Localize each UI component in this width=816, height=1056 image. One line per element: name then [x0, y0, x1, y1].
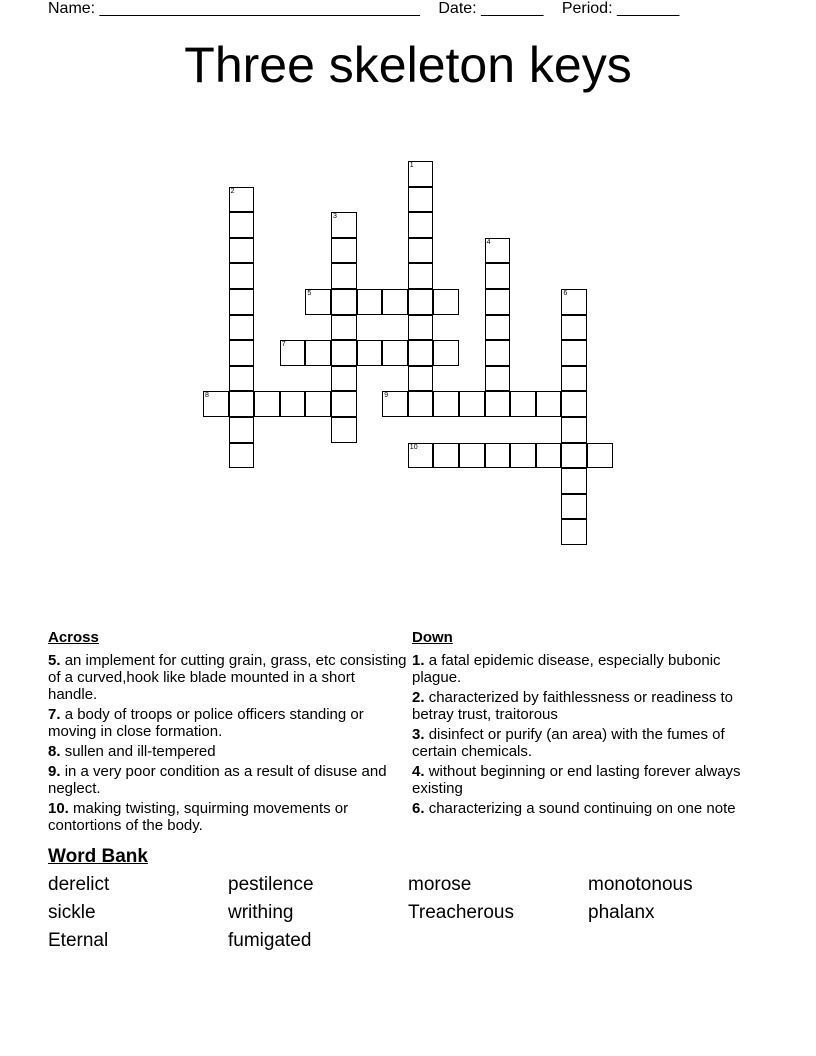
- page-title: Three skeleton keys: [184, 37, 632, 93]
- cell-number: 10: [409, 443, 418, 451]
- across-clues: [48, 629, 408, 837]
- period-field[interactable]: Period: _______: [561, 0, 680, 17]
- cell-number: 6: [563, 290, 568, 297]
- word-bank-heading: Word Bank: [48, 846, 148, 867]
- grid-cell[interactable]: [433, 443, 459, 469]
- grid-cell[interactable]: [331, 212, 357, 238]
- clue-down-3: 3. disinfect or purify (an area) with the fumes of certain chemicals.: [412, 726, 725, 760]
- grid-cell[interactable]: [229, 289, 255, 315]
- grid-cell[interactable]: [408, 366, 434, 392]
- grid-cell[interactable]: [229, 366, 255, 392]
- grid-cell[interactable]: [229, 391, 255, 417]
- grid-cell[interactable]: [510, 391, 536, 417]
- grid-cell[interactable]: [433, 340, 459, 366]
- grid-cell[interactable]: [280, 340, 306, 366]
- grid-cell[interactable]: [408, 187, 434, 213]
- across-heading: Across: [48, 629, 99, 646]
- grid-cell[interactable]: [229, 417, 255, 443]
- word-bank-item: derelict: [48, 874, 110, 895]
- grid-cell[interactable]: [229, 315, 255, 341]
- cell-number: 7: [281, 341, 286, 349]
- grid-cell[interactable]: [561, 340, 587, 366]
- grid-cell[interactable]: [331, 289, 357, 315]
- grid-cell[interactable]: [561, 366, 587, 392]
- grid-cell[interactable]: [331, 340, 357, 366]
- grid-cell[interactable]: [229, 340, 255, 366]
- grid-cell[interactable]: [229, 238, 255, 264]
- word-bank-item: writhing: [228, 902, 294, 923]
- grid-cell[interactable]: [485, 391, 511, 417]
- word-bank-item: pestilence: [228, 874, 314, 895]
- grid-cell[interactable]: [510, 443, 536, 469]
- word-bank-item: Treacherous: [408, 902, 514, 923]
- clue-across-10: 10. making twisting, squirming movements or contortions of the body.: [48, 800, 349, 834]
- grid-cell[interactable]: [408, 263, 434, 289]
- clue-across-7: 7. a body of troops or police officers standing or moving in close formation.: [48, 706, 364, 740]
- cell-number: 1: [409, 162, 414, 169]
- grid-cell[interactable]: [229, 187, 255, 213]
- grid-cell[interactable]: [485, 263, 511, 289]
- grid-cell[interactable]: [408, 212, 434, 238]
- down-clues: [412, 629, 762, 820]
- grid-cell[interactable]: [536, 443, 562, 469]
- clue-across-9: 9. in a very poor condition as a result of disuse and neglect.: [48, 763, 387, 797]
- grid-cell[interactable]: [331, 263, 357, 289]
- name-field[interactable]: Name: ____________________________________: [48, 0, 420, 17]
- grid-cell[interactable]: [561, 391, 587, 417]
- grid-cell[interactable]: [433, 391, 459, 417]
- clue-down-6: 6. characterizing a sound continuing on one note: [412, 800, 736, 817]
- grid-cell[interactable]: [485, 289, 511, 315]
- grid-cell[interactable]: [408, 238, 434, 264]
- grid-cell[interactable]: [408, 315, 434, 341]
- grid-cell[interactable]: [561, 315, 587, 341]
- grid-cell[interactable]: [331, 315, 357, 341]
- grid-cell[interactable]: [357, 340, 383, 366]
- word-bank: [48, 874, 768, 952]
- grid-cell[interactable]: [485, 443, 511, 469]
- grid-cell[interactable]: [382, 391, 408, 417]
- grid-cell[interactable]: [357, 289, 383, 315]
- grid-cell[interactable]: [536, 391, 562, 417]
- grid-cell[interactable]: [229, 443, 255, 469]
- grid-cell[interactable]: [459, 391, 485, 417]
- cell-number: 2: [230, 187, 235, 195]
- grid-cell[interactable]: [433, 289, 459, 315]
- grid-cell[interactable]: [305, 391, 331, 417]
- grid-cell[interactable]: [561, 519, 587, 545]
- cell-number: 8: [205, 392, 209, 400]
- grid-cell[interactable]: [229, 263, 255, 289]
- grid-cell[interactable]: [331, 417, 357, 443]
- grid-cell[interactable]: [229, 212, 255, 238]
- grid-cell[interactable]: [408, 161, 434, 187]
- word-bank-item: morose: [408, 874, 472, 895]
- grid-cell[interactable]: [587, 443, 613, 469]
- word-bank-item: sickle: [48, 902, 96, 923]
- grid-cell[interactable]: [331, 238, 357, 264]
- grid-cell[interactable]: [203, 391, 229, 417]
- clue-down-1: 1. a fatal epidemic disease, especially bubonic plague.: [412, 652, 721, 686]
- grid-cell[interactable]: [485, 238, 511, 264]
- cell-number: 4: [486, 238, 491, 246]
- grid-cell[interactable]: [485, 315, 511, 341]
- word-bank-item: monotonous: [588, 874, 693, 895]
- grid-cell[interactable]: [408, 340, 434, 366]
- grid-cell[interactable]: [408, 289, 434, 315]
- cell-number: 9: [384, 392, 389, 400]
- date-field[interactable]: Date: _______: [438, 0, 544, 17]
- clue-across-5: 5. an implement for cutting grain, grass, etc consisting of a curved,hook like blade mounted in a short handle.: [48, 652, 407, 703]
- grid-cell[interactable]: [331, 366, 357, 392]
- grid-cell[interactable]: [280, 391, 306, 417]
- clue-down-2: 2. characterized by faithlessness or readiness to betray trust, traitorous: [412, 689, 734, 723]
- clue-down-4: 4. without beginning or end lasting forever always existing: [412, 763, 741, 797]
- grid-cell[interactable]: [331, 391, 357, 417]
- grid-cell[interactable]: [305, 340, 331, 366]
- grid-cell[interactable]: [305, 289, 331, 315]
- grid-cell[interactable]: [254, 391, 280, 417]
- down-heading: Down: [412, 629, 453, 646]
- grid-cell[interactable]: [382, 340, 408, 366]
- grid-cell[interactable]: [561, 468, 587, 494]
- grid-cell[interactable]: [382, 289, 408, 315]
- clue-across-8: 8. sullen and ill-tempered: [48, 743, 216, 760]
- grid-cell[interactable]: [408, 391, 434, 417]
- grid-cell[interactable]: [459, 443, 485, 469]
- cell-number: 5: [307, 290, 312, 297]
- cell-number: 3: [333, 213, 337, 221]
- grid-cell[interactable]: [561, 494, 587, 520]
- word-bank-item: fumigated: [228, 930, 312, 951]
- word-bank-item: Eternal: [48, 930, 109, 951]
- grid-cell[interactable]: [561, 417, 587, 443]
- grid-cell[interactable]: [485, 340, 511, 366]
- grid-cell[interactable]: [485, 366, 511, 392]
- grid-cell[interactable]: [561, 443, 587, 469]
- grid-cell[interactable]: [561, 289, 587, 315]
- word-bank-item: phalanx: [588, 902, 655, 923]
- grid-cell[interactable]: [408, 443, 434, 469]
